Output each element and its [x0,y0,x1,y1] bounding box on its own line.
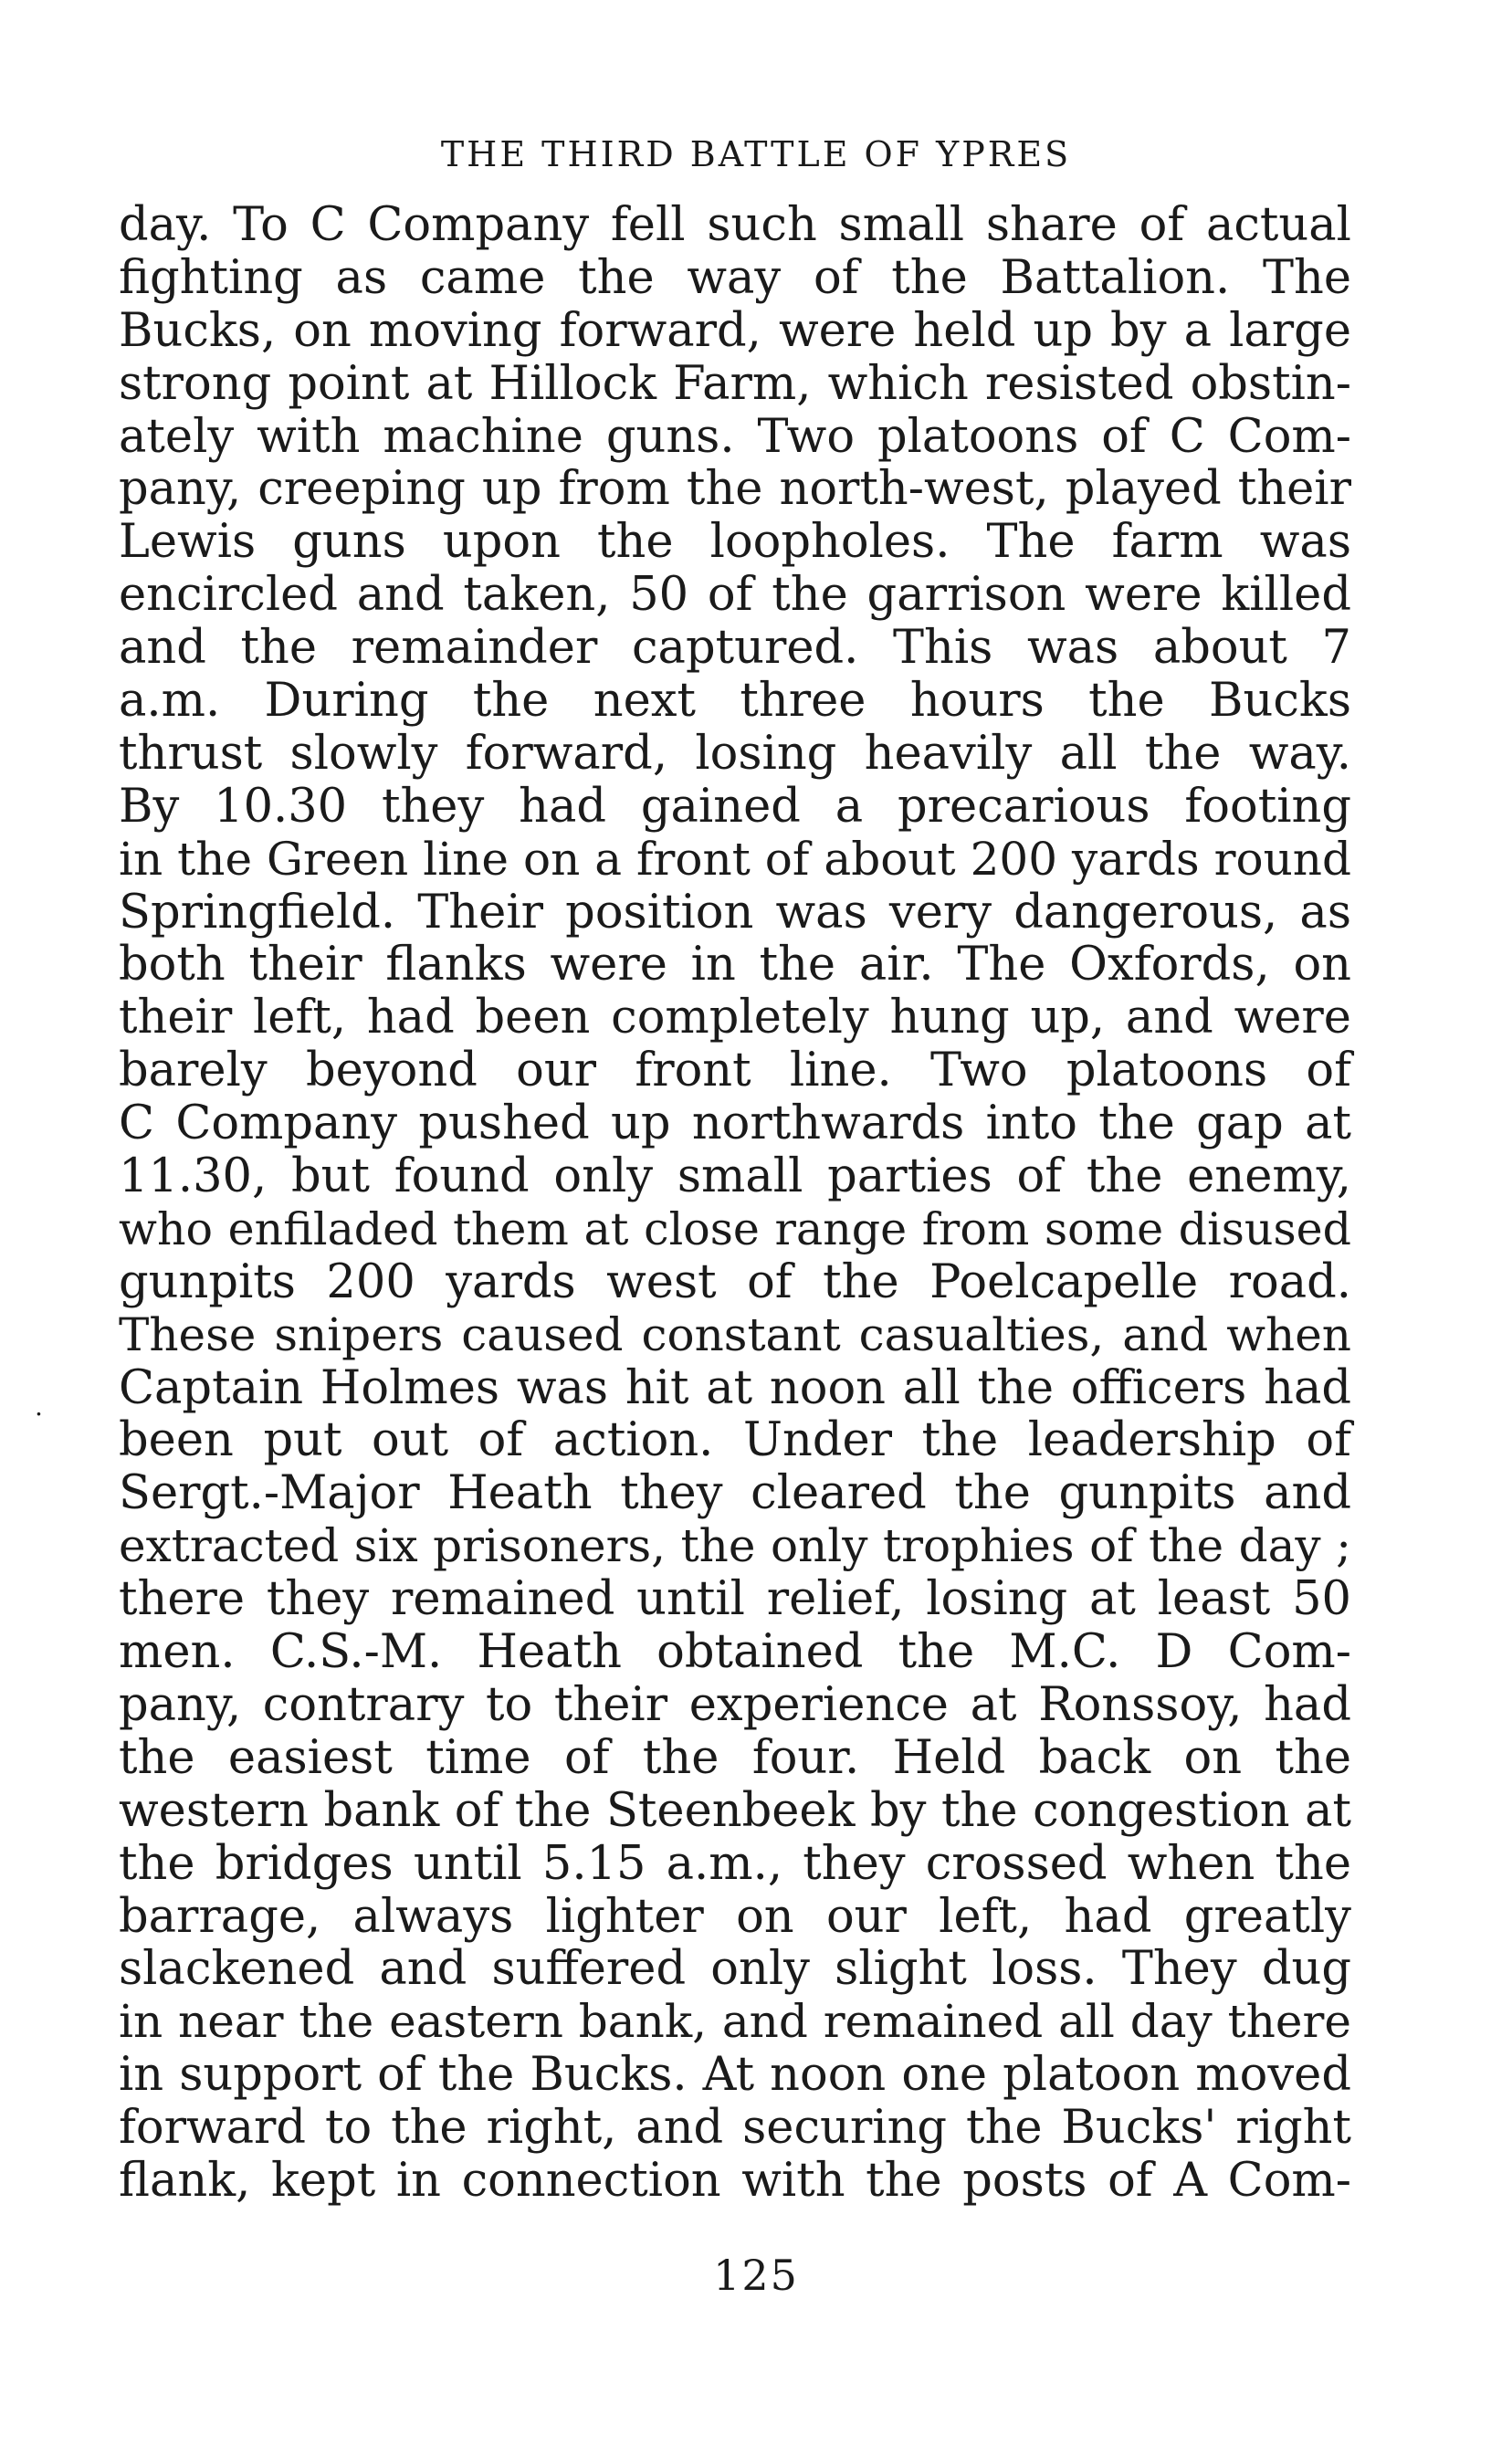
text-line: barrage, always lighter on our left, had greatly [119,1889,1351,1944]
body-text [119,199,1351,2208]
text-line: there they remained until relief, losing at least 50 [119,1572,1351,1627]
text-line: slackened and suffered only slight loss. They dug [119,1942,1351,1997]
text-line: Bucks, on moving forward, were held up by a large [119,303,1351,358]
text-line: thrust slowly forward, losing heavily all the way. [119,726,1351,781]
margin-mark: . [35,1391,43,1422]
text-line: Springfield. Their position was very dangerous, as [119,885,1351,939]
text-line: both their flanks were in the air. The Oxfords, on [119,938,1351,992]
text-line: a.m. During the next three hours the Bucks [119,674,1351,729]
text-line: extracted six prisoners, the only trophies of the day ; [119,1519,1351,1573]
text-line: flank, kept in connection with the posts of A Com- [119,2153,1351,2208]
text-line: forward to the right, and securing the Bucks' right [119,2101,1351,2156]
text-line: who enfiladed them at close range from some disused [119,1202,1351,1255]
text-line: the bridges until 5.15 a.m., they crossed when the [119,1836,1351,1891]
text-line: Lewis guns upon the loopholes. The farm was [119,515,1351,570]
text-line: pany, creeping up from the north-west, played their [119,462,1351,517]
text-line: pany, contrary to their experience at Ronssoy, had [119,1677,1351,1732]
text-line: Sergt.-Major Heath they cleared the gunpits and [119,1466,1351,1521]
text-line: and the remainder captured. This was about 7 [119,621,1351,676]
text-line: the easiest time of the four. Held back on the [119,1730,1351,1785]
running-head: THE THIRD BATTLE OF YPRES [440,134,1072,174]
text-line: These snipers caused constant casualties, and when [119,1307,1351,1361]
text-line: their left, had been completely hung up, and were [119,991,1351,1045]
text-line: Captain Holmes was hit at noon all the officers had [119,1360,1351,1415]
text-line: been put out of action. Under the leadership of [119,1413,1351,1468]
text-line: 11.30, but found only small parties of the enemy, [119,1149,1351,1204]
text-line: men. C.S.-M. Heath obtained the M.C. D Com- [119,1625,1351,1680]
text-line: encircled and taken, 50 of the garrison were killed [119,568,1351,623]
text-line: day. To C Company fell such small share of actual [119,198,1351,252]
text-line: western bank of the Steenbeek by the congestion at [119,1783,1351,1838]
text-line: C Company pushed up northwards into the gap at [119,1097,1351,1151]
text-line: ately with machine guns. Two platoons of C Com- [119,409,1351,464]
text-line: in the Green line on a front of about 200 yards round [119,832,1351,886]
text-line: fighting as came the way of the Battalion. The [119,250,1351,305]
text-line: in support of the Bucks. At noon one platoon moved [119,2048,1351,2103]
text-line: strong point at Hillock Farm, which resisted obstin- [119,356,1351,411]
text-line: gunpits 200 yards west of the Poelcapelle road. [119,1254,1351,1309]
page-number: 125 [713,2251,799,2300]
text-line: in near the eastern bank, and remained all day there [119,1995,1351,2049]
text-line: By 10.30 they had gained a precarious footing [119,779,1351,834]
text-line: barely beyond our front line. Two platoons of [119,1044,1351,1098]
